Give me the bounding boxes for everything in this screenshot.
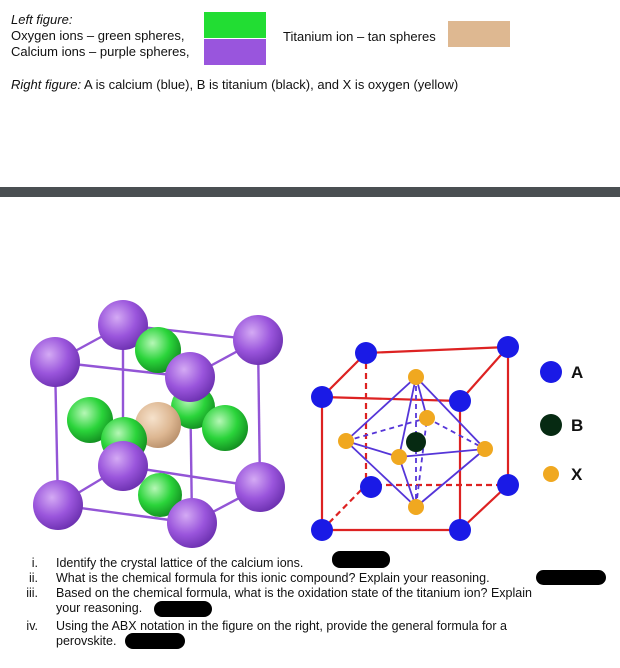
question-text: What is the chemical formula for this ionic compound? Explain your reasoning.	[56, 571, 490, 585]
page-divider	[0, 187, 620, 197]
question-number: ii.	[28, 571, 38, 585]
left-crystal-figure	[20, 290, 300, 550]
right-figure-heading: Right figure:	[11, 77, 82, 92]
key-a-label: A	[571, 363, 584, 382]
oxygen-legend-text: Oxygen ions – green spheres,	[11, 28, 185, 43]
calcium-sphere	[167, 498, 217, 548]
calcium-sphere	[33, 480, 83, 530]
a-ion-sphere	[497, 336, 519, 358]
green-swatch	[204, 12, 266, 38]
a-ion-sphere	[360, 476, 382, 498]
redaction-mark	[125, 633, 185, 649]
redaction-mark	[154, 601, 212, 617]
x-ion-sphere	[408, 499, 424, 515]
x-ion-sphere	[338, 433, 354, 449]
right-crystal-figure	[300, 325, 620, 555]
oxygen-sphere	[202, 405, 248, 451]
redaction-mark	[536, 570, 606, 585]
redaction-mark	[332, 551, 390, 568]
right-figure-text: A is calcium (blue), B is titanium (black), and X is oxygen (yellow)	[84, 77, 459, 92]
question-text: Based on the chemical formula, what is the oxidation state of the titanium ion? Explain	[56, 586, 532, 600]
a-ion-sphere	[449, 519, 471, 541]
x-ion-sphere	[419, 410, 435, 426]
question-text: Using the ABX notation in the figure on the right, provide the general formula for a	[56, 619, 507, 633]
x-ion-sphere	[391, 449, 407, 465]
key-x-icon	[543, 466, 559, 482]
x-ion-sphere	[408, 369, 424, 385]
tan-swatch	[448, 21, 510, 47]
key-a-icon	[540, 361, 562, 383]
a-ion-sphere	[355, 342, 377, 364]
titanium-legend-text: Titanium ion – tan spheres	[283, 29, 436, 44]
key-b-icon	[540, 414, 562, 436]
key-x-label: X	[571, 465, 583, 484]
a-ion-sphere	[449, 390, 471, 412]
purple-swatch	[204, 39, 266, 65]
question-number: iv.	[26, 619, 38, 633]
left-figure-heading: Left figure:	[11, 12, 73, 27]
x-ion-sphere	[477, 441, 493, 457]
right-figure-caption	[11, 77, 458, 93]
a-ion-sphere	[311, 386, 333, 408]
calcium-sphere	[98, 441, 148, 491]
calcium-sphere	[30, 337, 80, 387]
a-ion-sphere	[311, 519, 333, 541]
question-number: iii.	[26, 586, 38, 600]
calcium-sphere	[235, 462, 285, 512]
a-ion-sphere	[497, 474, 519, 496]
calcium-legend-text: Calcium ions – purple spheres,	[11, 44, 190, 59]
question-text: Identify the crystal lattice of the calcium ions.	[56, 556, 304, 570]
question-text: perovskite.	[56, 634, 117, 648]
question-number: i.	[31, 556, 38, 570]
b-ion-sphere	[406, 432, 426, 452]
calcium-sphere	[233, 315, 283, 365]
calcium-sphere	[165, 352, 215, 402]
question-text: your reasoning.	[56, 601, 143, 615]
figure-key	[540, 361, 583, 484]
key-b-label: B	[571, 416, 584, 435]
